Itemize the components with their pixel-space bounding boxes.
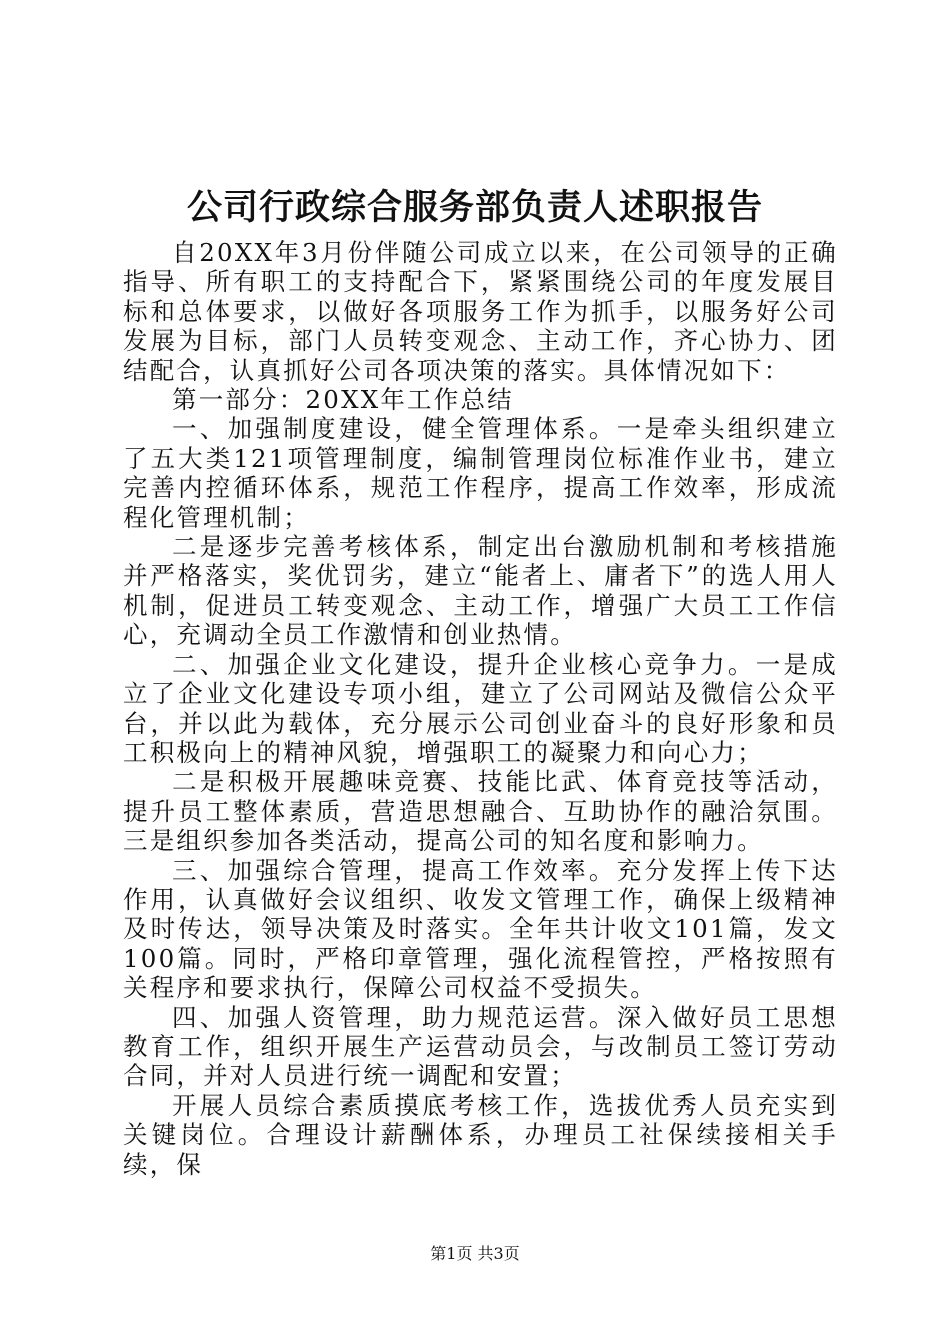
- paragraph-system-building: 一、加强制度建设，健全管理体系。一是牵头组织建立了五大类121项管理制度，编制管理岗位标准作业书，建立完善内控循环体系，规范工作程序，提高工作效率，形成流程化管理机制；: [123, 414, 838, 532]
- paragraph-intro: 自20XX年3月份伴随公司成立以来，在公司领导的正确指导、所有职工的支持配合下，紧紧围绕公司的年度发展目标和总体要求，以做好各项服务工作为抓手，以服务好公司发展为目标，部门人员转变观念、主动工作，齐心协力、团结配合，认真抓好公司各项决策的落实。具体情况如下：: [123, 238, 838, 385]
- section-heading-part-one: 第一部分：20XX年工作总结: [172, 385, 514, 415]
- paragraph-hr-management: 四、加强人资管理，助力规范运营。深入做好员工思想教育工作，组织开展生产运营动员会，与改制员工签订劳动合同，并对人员进行统一调配和安置；: [123, 1002, 838, 1091]
- paragraph-staff-assessment: 开展人员综合素质摸底考核工作，选拔优秀人员充实到关键岗位。合理设计薪酬体系，办理员工社保续接相关手续，保: [123, 1090, 838, 1179]
- paragraph-activities: 二是积极开展趣味竞赛、技能比武、体育竞技等活动，提升员工整体素质，营造思想融合、互助协作的融洽氛围。三是组织参加各类活动，提高公司的知名度和影响力。: [123, 767, 838, 856]
- paragraph-corporate-culture: 二、加强企业文化建设，提升企业核心竞争力。一是成立了企业文化建设专项小组，建立了公司网站及微信公众平台，并以此为载体，充分展示公司创业奋斗的良好形象和员工积极向上的精神风貌，增强职工的凝聚力和向心力；: [123, 649, 838, 767]
- paragraph-general-management: 三、加强综合管理，提高工作效率。充分发挥上传下达作用，认真做好会议组织、收发文管理工作，确保上级精神及时传达，领导决策及时落实。全年共计收文101篇，发文100篇。同时，严格印章管理，强化流程管控，严格按照有关程序和要求执行，保障公司权益不受损失。: [123, 855, 838, 1003]
- document-title: 公司行政综合服务部负责人述职报告: [186, 187, 763, 228]
- page-indicator: 第1页 共3页: [430, 1244, 520, 1263]
- paragraph-assessment-system: 二是逐步完善考核体系，制定出台激励机制和考核措施并严格落实，奖优罚劣，建立“能者上、庸者下”的选人用人机制，促进员工转变观念、主动工作，增强广大员工工作信心，充调动全员工作激情和创业热情。: [123, 532, 838, 650]
- document-body: [123, 238, 838, 1179]
